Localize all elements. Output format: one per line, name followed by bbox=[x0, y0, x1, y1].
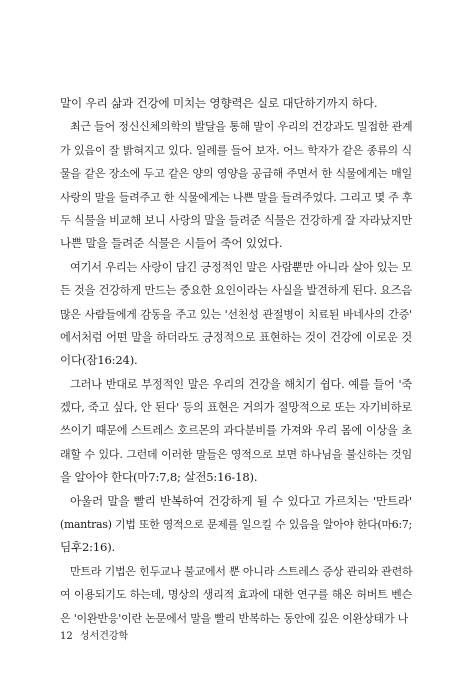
text-line: 에서처럼 어떤 말을 하더라도 긍정적으로 표현하는 것이 건강에 이로운 것 bbox=[60, 330, 412, 344]
text-line: 든 것을 건강하게 만드는 중요한 요인이라는 사실을 발견하게 된다. 요즈음 bbox=[60, 284, 412, 298]
text-line: 물을 같은 장소에 두고 같은 양의 영양을 공급해 주면서 한 식물에게는 매일 bbox=[60, 167, 412, 181]
text-line: 많은 사람들에게 감동을 주고 있는 '선천성 관절병이 치료된 바네사의 간증' bbox=[60, 307, 412, 321]
body-text bbox=[60, 92, 412, 630]
text-line: 사랑의 말을 들려주고 한 식물에게는 나쁜 말을 들려주었다. 그리고 몇 주 후 bbox=[60, 190, 413, 204]
paragraph bbox=[60, 490, 412, 560]
text-line: 만트라 기법은 힌두교나 불교에서 뿐 아니라 스트레스 증상 관리와 관련하 bbox=[70, 564, 413, 578]
text-line: 나쁜 말을 들려준 식물은 시들어 죽어 있었다. bbox=[60, 236, 283, 251]
text-line: 여기서 우리는 사랑이 담긴 긍정적인 말은 사람뿐만 아니라 살아 있는 모 bbox=[70, 260, 412, 274]
text-line: 말이 우리 삶과 건강에 미치는 영향력은 실로 대단하기까지 하다. bbox=[60, 96, 378, 110]
book-title: 성서건강학 bbox=[79, 631, 129, 642]
paragraph bbox=[60, 560, 412, 630]
page-number: 12 bbox=[60, 631, 73, 642]
paragraph bbox=[60, 373, 412, 490]
text-line: 이다(잠16:24). bbox=[60, 353, 138, 368]
text-line: 래할 수 있다. 그런데 이러한 말들은 영적으로 보면 하나님을 불신하는 것임 bbox=[60, 447, 412, 461]
text-line: 을 알아야 한다(마7:7,8; 살전5:16-18). bbox=[60, 470, 258, 485]
text-line: 아울러 말을 빨리 반복하여 건강하게 될 수 있다고 가르치는 '만트라' bbox=[70, 493, 412, 508]
text-line: 두 식물을 비교해 보니 사랑의 말을 들려준 식물은 건강하게 잘 자라났지만 bbox=[60, 213, 412, 227]
text-line: 겠다, 죽고 싶다, 안 된다' 등의 표현은 거의가 절망적으로 또는 자기비하로 bbox=[60, 401, 412, 415]
text-line: 쓰이기 때문에 스트레스 호르몬의 과다분비를 가져와 우리 몸에 이상을 초 bbox=[60, 424, 412, 438]
paragraph bbox=[60, 115, 412, 255]
text-line: 여 이용되기도 하는데, 명상의 생리적 효과에 대한 연구를 해온 허버트 벤슨 bbox=[60, 588, 412, 602]
page-footer bbox=[60, 630, 128, 644]
text-line: 최근 들어 정신신체의학의 발달을 통해 말이 우리의 건강과도 밀접한 관계 bbox=[70, 120, 413, 134]
paragraph bbox=[60, 256, 412, 373]
text-line: 가 있음이 잘 밝혀지고 있다. 일례를 들어 보자. 어느 학자가 같은 종류의 식 bbox=[60, 143, 412, 157]
text-line: 그러나 반대로 부정적인 말은 우리의 건강을 해치기 쉽다. 예를 들어 '죽 bbox=[70, 377, 412, 391]
text-line: (mantras) 기법 또한 영적으로 문제를 일으킬 수 있음을 알아야 한다(마6:7; bbox=[60, 518, 412, 532]
text-line: 딤후2:16). bbox=[60, 540, 116, 555]
paragraph bbox=[60, 92, 412, 115]
text-line: 은 '이완반응'이란 논문에서 말을 빨리 반복하는 동안에 깊은 이완상태가 나 bbox=[60, 611, 409, 625]
